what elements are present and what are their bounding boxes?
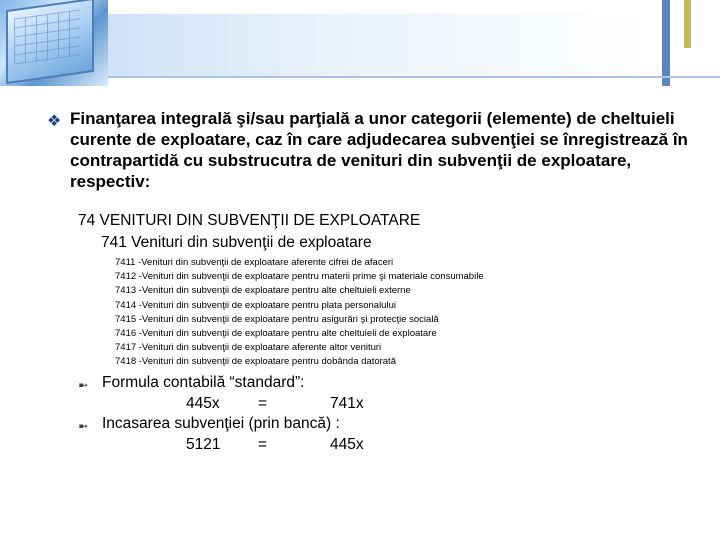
list-item: 7415 -Venituri din subvenţii de exploatare pentru asigurări şi protecţie socială	[115, 313, 439, 325]
list-item: 7413 -Venituri din subvenţii de exploatare pentru alte cheltuieli externe	[115, 285, 411, 297]
header-divider	[108, 76, 720, 78]
arrow-bullet-icon: ➼	[78, 378, 89, 392]
main-paragraph: Finanţarea integrală şi/sau parţială a unor categorii (elemente) de cheltuieli curente de exploatare, caz în care adjudecarea subvenţiei se înregistrează în contrapartidă cu substrucutra de venituri din subvenţii de exploatare, respectiv:	[70, 109, 688, 191]
formula-debit: 5121	[186, 436, 221, 453]
header-computer-image	[0, 0, 108, 86]
formula-credit: 445x	[330, 436, 364, 453]
list-item: 7416 -Venituri din subvenţii de exploatare pentru alte cheltuieli de exploatare	[115, 328, 437, 340]
list-item: 7417 -Venituri din subvenţii de exploatare aferente altor venituri	[115, 342, 382, 354]
accounts-list	[115, 256, 675, 370]
list-item: 7412 -Venituri din subvenţii de exploatare pentru materii prime şi materiale consumabile	[115, 271, 484, 283]
list-item: 7411 -Venituri din subvenţii de exploatare aferente cifrei de afaceri	[115, 257, 394, 268]
header-gradient-band	[108, 14, 648, 76]
formula-credit: 741x	[330, 395, 364, 412]
list-item: 7414 -Venituri din subvenţii de exploatare pentru plata personalului	[115, 299, 396, 311]
formula-bank-label: Incasarea subvenţiei (prin bancă) :	[102, 415, 340, 432]
diamond-bullet-icon: ❖	[47, 113, 62, 130]
formula-equals: =	[258, 395, 268, 412]
header-banner	[0, 0, 720, 86]
section-title: 74 VENITURI DIN SUBVENŢII DE EXPLOATARE	[78, 212, 421, 229]
header-accent-bar-gold	[684, 0, 691, 48]
arrow-bullet-icon: ➼	[78, 419, 89, 433]
list-item: 7418 -Venituri din subvenţii de exploatare pentru dobânda datorată	[115, 356, 396, 368]
formula-debit: 445x	[186, 395, 220, 412]
sub-title: 741 Venituri din subvenţii de exploatare	[101, 234, 372, 251]
grid-graphic	[14, 9, 80, 64]
header-accent-bar	[662, 0, 670, 86]
formula-standard-label: Formula contabilă “standard”:	[102, 374, 305, 391]
formula-equals: =	[258, 436, 268, 453]
